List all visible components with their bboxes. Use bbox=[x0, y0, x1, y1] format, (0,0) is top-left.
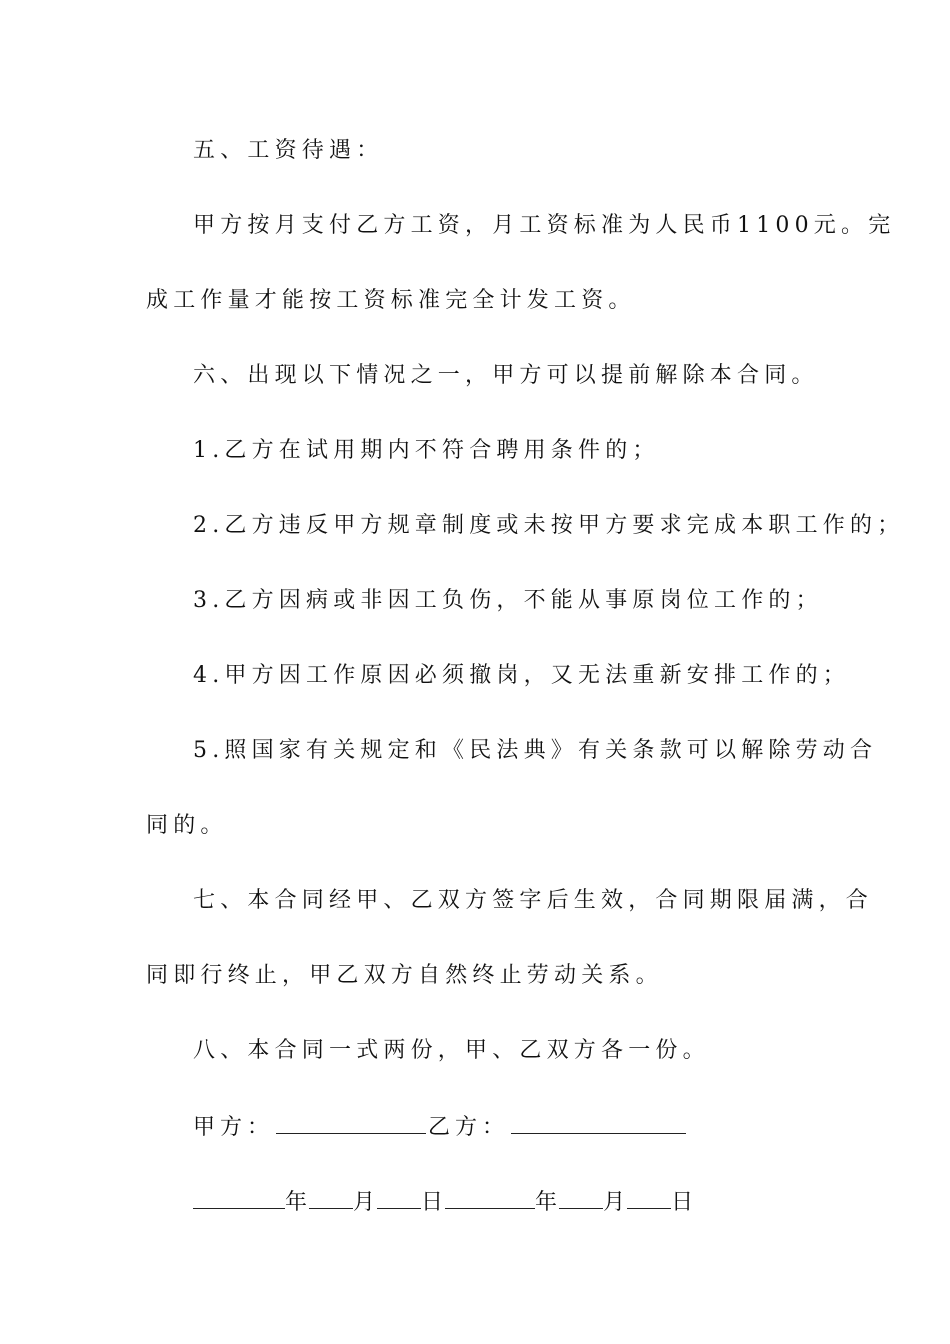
year-blank-a[interactable] bbox=[193, 1186, 285, 1209]
day-label-b: 日 bbox=[671, 1190, 696, 1215]
section-heading-effect: 七、本合同经甲、乙双方签字后生效，合同期限届满，合 bbox=[193, 888, 874, 913]
paragraph-text: 同即行终止，甲乙双方自然终止劳动关系。 bbox=[146, 963, 663, 988]
section-heading-copies: 八、本合同一式两份，甲、乙双方各一份。 bbox=[193, 1038, 710, 1063]
list-item: 2.乙方违反甲方规章制度或未按甲方要求完成本职工作的； bbox=[193, 513, 905, 538]
paragraph-text: 甲方按月支付乙方工资，月工资标准为人民币1100元。完 bbox=[193, 213, 896, 238]
year-blank-b[interactable] bbox=[445, 1186, 535, 1209]
list-item: 3.乙方因病或非因工负伤，不能从事原岗位工作的； bbox=[193, 588, 823, 613]
day-label-a: 日 bbox=[421, 1190, 446, 1215]
section-heading-wages: 五、工资待遇： bbox=[193, 138, 384, 163]
section-heading-termination: 六、出现以下情况之一，甲方可以提前解除本合同。 bbox=[193, 363, 819, 388]
year-label-a: 年 bbox=[285, 1190, 310, 1215]
year-label-b: 年 bbox=[535, 1190, 560, 1215]
date-line bbox=[193, 1186, 695, 1218]
month-blank-a[interactable] bbox=[309, 1186, 353, 1209]
month-blank-b[interactable] bbox=[559, 1186, 603, 1209]
month-label-b: 月 bbox=[603, 1190, 628, 1215]
list-item: 5.照国家有关规定和《民法典》有关条款可以解除劳动合 bbox=[193, 738, 878, 763]
paragraph-text: 成工作量才能按工资标准完全计发工资。 bbox=[146, 288, 636, 313]
party-b-blank[interactable] bbox=[511, 1111, 686, 1134]
party-a-label: 甲方： bbox=[193, 1115, 275, 1140]
list-item: 4.甲方因工作原因必须撤岗，又无法重新安排工作的； bbox=[193, 663, 850, 688]
month-label-a: 月 bbox=[353, 1190, 378, 1215]
party-b-label: 乙方： bbox=[428, 1115, 510, 1140]
party-a-blank[interactable] bbox=[276, 1111, 426, 1134]
list-item: 1.乙方在试用期内不符合聘用条件的； bbox=[193, 438, 660, 463]
day-blank-a[interactable] bbox=[377, 1186, 421, 1209]
day-blank-b[interactable] bbox=[627, 1186, 671, 1209]
signature-line bbox=[193, 1111, 688, 1143]
list-item-continuation: 同的。 bbox=[146, 813, 228, 838]
